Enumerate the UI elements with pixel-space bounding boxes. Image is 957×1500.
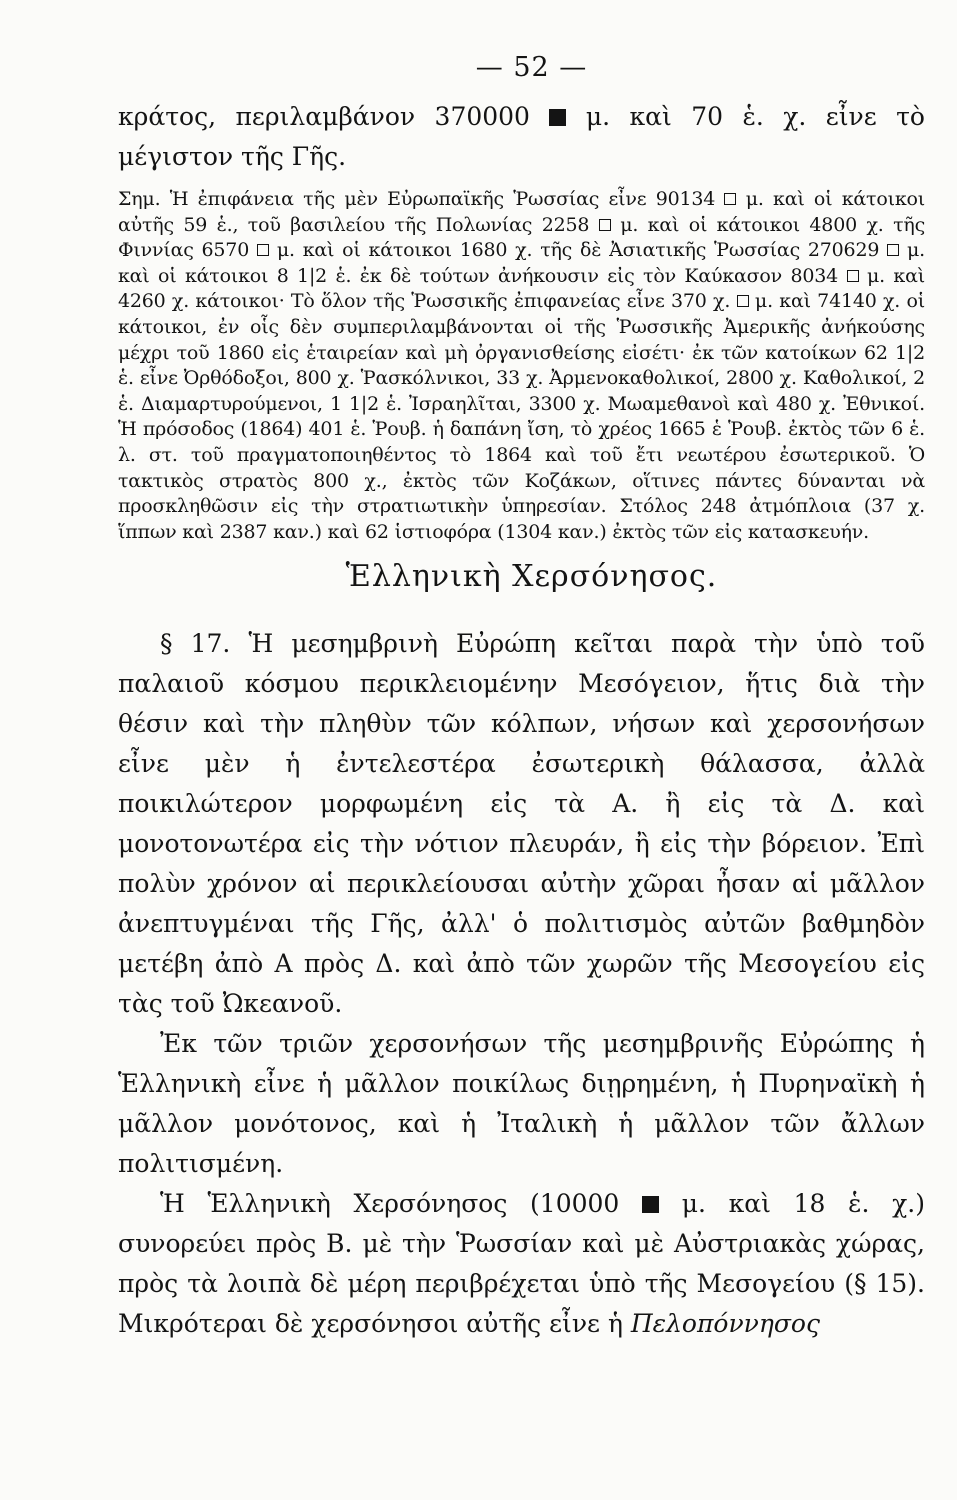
square-symbol-icon — [549, 109, 566, 126]
square-symbol-icon — [257, 244, 269, 256]
square-symbol-icon — [642, 1196, 659, 1213]
section-paragraph-1: § 17. Ἡ μεσημβρινὴ Εὐρώπη κεῖται παρὰ τὴν ὑπὸ τοῦ παλαιοῦ κόσμου περικλειομένην Μεσόγειον, ἥτις διὰ τὴν θέσιν καὶ τὴν πληθὺν τῶν κόλπων, νήσων καὶ χερσονήσων εἶνε μὲν ἡ ἐντελεστέρα ἐσωτερικὴ θάλασσα, ἀλλὰ ποικιλώτερον μορφωμένη εἰς τὰ Α. ἢ εἰς τὰ Δ. καὶ μονοτονωτέρα εἰς τὴν νότιον πλευράν, ἢ εἰς τὴν βόρειον. Ἐπὶ πολὺν χρόνον αἱ περικλείουσαι αὐτὴν χῶραι ἦσαν αἱ μᾶλλον ἀνεπτυγμέναι τῆς Γῆς, ἀλλ' ὁ πολιτισμὸς αὐτῶν βαθμηδὸν μετέβη ἀπὸ Α πρὸς Δ. καὶ ἀπὸ τῶν χωρῶν τῆς Μεσογείου εἰς τὰς τοῦ Ὠκεανοῦ. — [118, 629, 925, 1019]
note-segment-7: μ. καὶ 74140 χ. οἱ κάτοικοι, ἐν οἷς δὲν συμπεριλαμβάνονται οἱ τῆς Ῥωσσικῆς Ἀμερικῆς ἀνήκούσης μέχρι τοῦ 1860 εἰς ἑταιρείαν καὶ μὴ ὀργανισθείσης εἰσέτι· ἐκ τῶν κατοίκων 62 1|2 ἑ. εἶνε Ὀρθόδοξοι, 800 χ. Ῥασκόλνικοι, 33 χ. Ἀρμενοκαθολικοί, 2800 χ. Καθολικοί, 2 ἑ. Διαμαρτυρούμενοι, 1 1|2 ἑ. Ἰσραηλῖται, 3300 χ. Μωαμεθανοὶ καὶ 480 χ. Ἐθνικοί. — [118, 290, 925, 415]
paragraph-3-text: μ. καὶ 18 ἑ. χ.) συνορεύει πρὸς Β. μὲ τὴν Ῥωσσίαν καὶ μὲ Αὐστριακὰς χώρας, πρὸς τὰ λοιπὰ δὲ μέρη περιβρέχεται ὑπὸ τῆς Μεσογείου (§ 15). Μικρότεραι δὲ χερσόνησοι αὐτῆς εἶνε ἡ — [118, 1189, 925, 1339]
square-symbol-icon — [847, 270, 859, 282]
opening-text-end: μ. καὶ 70 ἑ. χ. εἶνε τὸ μέγιστον τῆς Γῆς. — [118, 102, 925, 171]
section-heading: Ἑλληνικὴ Χερσόνησος. — [345, 559, 718, 595]
square-symbol-icon — [599, 219, 611, 231]
note-segment-1: Σημ. Ἡ ἐπιφάνεια τῆς μὲν Εὐρωπαϊκῆς Ῥωσσίας εἶνε 90134 — [118, 188, 716, 210]
opening-text-start: κράτος, περιλαμβάνον 370000 — [118, 102, 530, 131]
note-segment-4: μ. καὶ οἱ κάτοικοι 1680 χ. τῆς δὲ Ἀσιατικῆς Ῥωσσίας 270629 — [276, 239, 880, 262]
paragraph-3-start: Ἡ Ἑλληνικὴ Χερσόνησος (10000 — [160, 1189, 620, 1219]
footnote — [118, 187, 925, 545]
note-segment-2: μ. καὶ οἱ κάτοικοι αὐτῆς 59 ἑ., τοῦ βασιλείου τῆς Πολωνίας 2258 — [118, 188, 925, 236]
opening-paragraph — [118, 97, 925, 177]
note-segment-3: μ. καὶ οἱ κάτοικοι 4800 χ. τῆς Φιννίας 6570 — [118, 213, 926, 262]
section-paragraph-2: Ἐκ τῶν τριῶν χερσονήσων τῆς μεσημβρινῆς Εὐρώπης ἡ Ἑλληνικὴ εἶνε ἡ μᾶλλον ποικίλως διῃρημένη, ἡ Πυρηναϊκὴ ἡ μᾶλλον μονότονος, καὶ ἡ Ἰταλικὴ ἡ μᾶλλον τῶν ἄλλων πολιτισμένη. — [118, 1029, 925, 1179]
section-paragraph-3 — [118, 1184, 925, 1344]
note-segment-6: μ. καὶ 4260 χ. κάτοικοι· Τὸ ὅλον τῆς Ῥωσσικῆς ἐπιφανείας εἶνε 370 χ. — [118, 264, 925, 313]
square-symbol-icon — [737, 295, 749, 307]
note-segment-5: μ. καὶ οἱ κάτοικοι 8 1|2 ἑ. ἐκ δὲ τούτων ἀνήκουσιν εἰς τὸν Καύκασον 8034 — [118, 239, 926, 287]
page-number: — 52 — — [475, 52, 588, 83]
square-symbol-icon — [724, 193, 736, 205]
note-segment-8: Ἡ πρόσοδος (1864) 401 ἑ. Ῥουβ. ἡ δαπάνη ἴση, τὸ χρέος 1665 ἑ Ῥουβ. ἐκτὸς τῶν 6 ἑ. λ. στ. τοῦ πραγματοποιηθέντος τὸ 1864 καὶ τοῦ ἔτι νεωτέρου ἐσωτερικοῦ. Ὁ τακτικὸς στρατὸς 800 χ., ἐκτὸς τῶν Κοζάκων, οἵτινες πάντες δύνανται νὰ προσκληθῶσιν εἰς τὴν στρατιωτικὴν ὑπηρεσίαν. Στόλος 248 ἀτμόπλοια (37 χ. ἵππων καὶ 2387 καν.) καὶ 62 ἱστιοφόρα (1304 καν.) ἐκτὸς τῶν εἰς κατασκευήν. — [118, 418, 925, 543]
square-symbol-icon — [887, 244, 899, 256]
peloponnese-term: Πελοπόννησος — [630, 1309, 820, 1339]
